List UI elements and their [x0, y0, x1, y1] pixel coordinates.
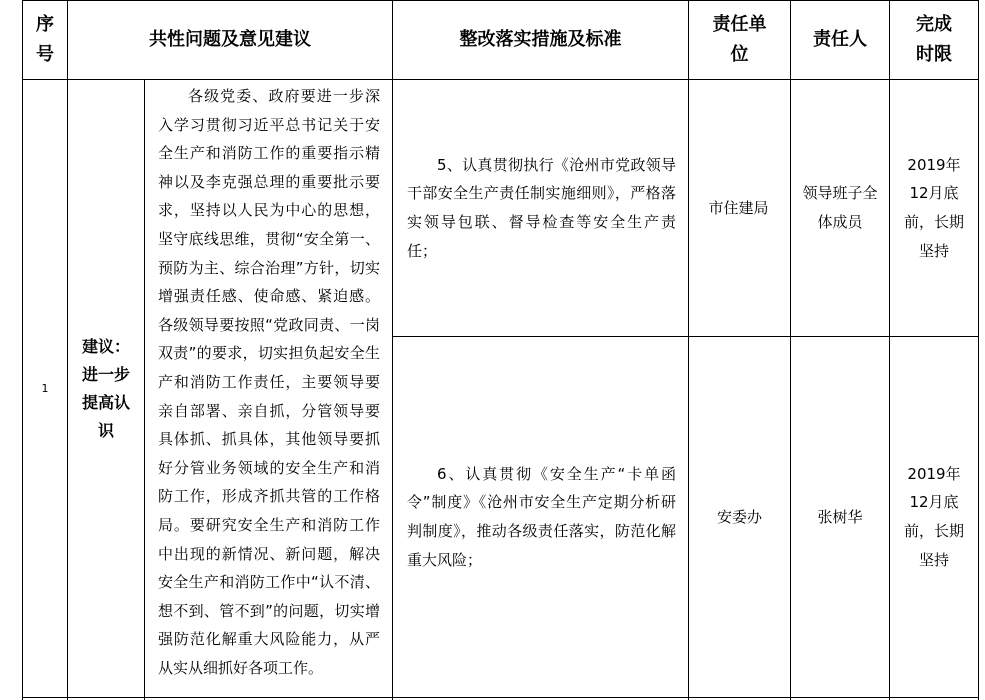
person-item-1: 领导班子全体成员	[802, 184, 878, 231]
header-seq: 序号	[36, 14, 54, 65]
deadline-item-1: 2019年12月底前，长期坚持	[903, 155, 964, 260]
header-issue: 共性问题及意见建议	[149, 29, 311, 50]
unit-item-2: 安委办	[716, 507, 762, 526]
header-person: 责任人	[813, 29, 867, 50]
person-item-2: 张树华	[817, 507, 863, 526]
row-seq: 1	[41, 382, 49, 395]
header-deadline: 完成时限	[916, 14, 952, 65]
measure-item-1: 5、认真贯彻执行《沧州市党政领导干部安全生产责任制实施细则》，严格落实领导包联、督导检查等安全生产责任；	[407, 155, 676, 260]
grid-line	[978, 0, 979, 700]
unit-item-1: 市住建局	[708, 198, 769, 217]
header-unit: 责任单位	[712, 14, 767, 65]
deadline-item-2: 2019年12月底前，长期坚持	[903, 464, 964, 569]
measure-item-2: 6、认真贯彻《安全生产“卡单函令”制度》《沧州市安全生产定期分析研判制度》，推动各级责任落实，防范化解重大风险；	[407, 464, 676, 569]
header-measures: 整改落实措施及标准	[459, 29, 622, 50]
row-category: 建议：进一步提高认识	[81, 336, 130, 440]
row-issue-text: 各级党委、政府要进一步深入学习贯彻习近平总书记关于安全生产和消防工作的重要指示精神以及李克强总理的重要批示要求，坚持以人民为中心的思想，坚守底线思维，贯彻“安全第一、预防为主、综合治理”方针，切实增强责任感、使命感、紧迫感。各级领导要按照“党政同责、一岗双责”的要求，切实担负起安全生产和消防工作责任，主要领导要亲自部署、亲自抓，分管领导要具体抓、抓具体，其他领导要抓好分管业务领域的安全生产和消防工作，形成齐抓共管的工作格局。要研究安全生产和消防工作中出现的新情况、新问题，解决安全生产和消防工作中“认不清、想不到、管不到”的问题，切实增强防范化解重大风险能力，从严从实从细抓好各项工作。	[158, 87, 380, 677]
grid-line	[22, 697, 979, 698]
